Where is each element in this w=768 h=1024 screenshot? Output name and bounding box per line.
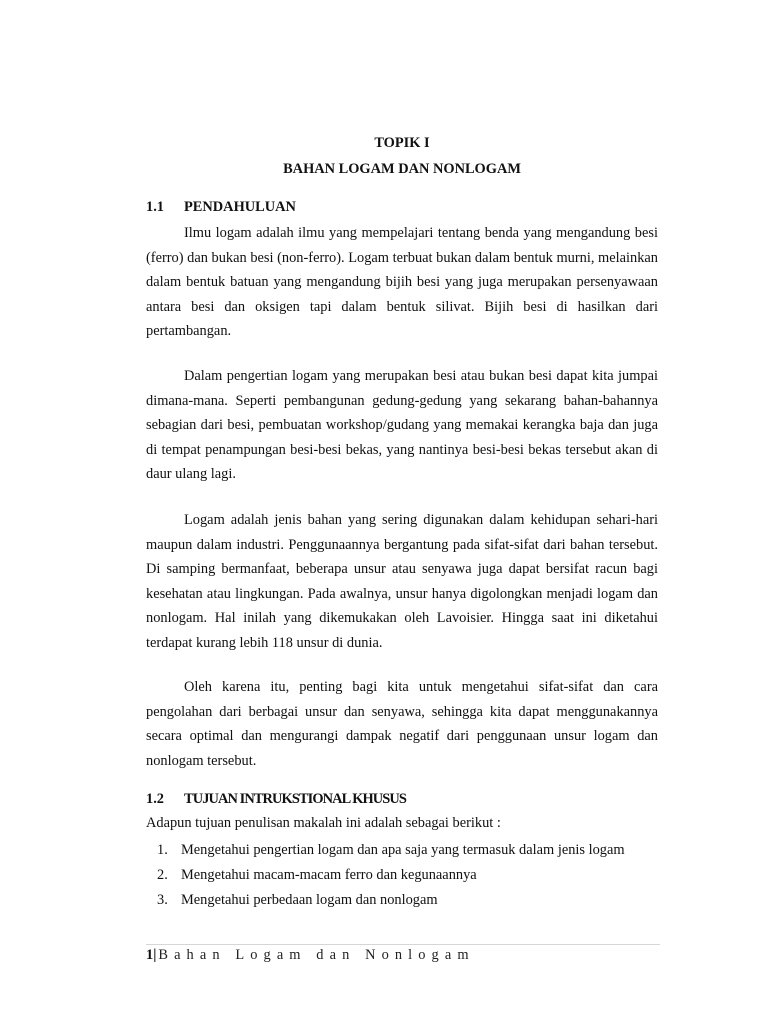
topic-heading: TOPIK I	[374, 135, 430, 151]
section-number: 1.2	[146, 791, 164, 807]
paragraph: Ilmu logam adalah ilmu yang mempelajari tentang benda yang mengandung besi (ferro) dan bukan besi (non-ferro). Logam terbuat bukan dalam bentuk murni, melainkan dalam bentuk batuan yang mengandung bijih besi yang juga merupakan persenyawaan antara besi dan oksigen tapi dalam bentuk silivat. Bijih besi di hasilkan dari pertambangan.	[146, 225, 658, 339]
page-footer	[146, 944, 475, 966]
list-intro: Adapun tujuan penulisan makalah ini adalah sebagai berikut :	[146, 815, 501, 831]
paragraph: Dalam pengertian logam yang merupakan besi atau bukan besi dapat kita jumpai dimana-mana. Seperti pembangunan gedung-gedung yang sekarang bahan-bahannya sebagian dari besi, pembuatan workshop/gudang yang memakai kerangka baja dan juga di tempat penampungan besi-besi bekas, yang nantinya besi-besi bekas tersebut akan di daur ulang lagi.	[146, 368, 658, 482]
section-title	[184, 791, 406, 808]
footer-separator: |	[153, 947, 157, 963]
paragraph: Oleh karena itu, penting bagi kita untuk mengetahui sifat-sifat dan cara pengolahan dari berbagai unsur dan senyawa, sehingga kita dapat menggunakannya secara optimal dan mengurangi dampak negatif dari penggunaan unsur logam dan nonlogam tersebut.	[146, 679, 658, 769]
page-number: 1	[146, 947, 154, 963]
list-item-text: Mengetahui perbedaan logam dan nonlogam	[181, 892, 438, 908]
paragraph: Logam adalah jenis bahan yang sering digunakan dalam kehidupan sehari-hari maupun dalam industri. Penggunaannya bergantung pada sifat-sifat dari bahan tersebut. Di samping bermanfaat, beberapa unsur atau senyawa juga dapat bersifat racun bagi kesehatan atau lingkungan. Pada awalnya, unsur hanya digolongkan menjadi logam dan nonlogam. Hal inilah yang dikemukakan oleh Lavoisier. Hingga saat ini diketahui terdapat kurang lebih 118 unsur di dunia.	[146, 512, 658, 651]
list-item-text: Mengetahui macam-macam ferro dan kegunaannya	[181, 867, 477, 883]
list-item-text: Mengetahui pengertian logam dan apa saja yang termasuk dalam jenis logam	[181, 842, 625, 858]
footer-title: Bahan Logam dan Nonlogam	[158, 947, 475, 963]
document-title: BAHAN LOGAM DAN NONLOGAM	[283, 161, 521, 177]
list-item-number: 1.	[157, 842, 168, 858]
section-number: 1.1	[146, 199, 164, 215]
list-item-number: 3.	[157, 892, 168, 908]
list-item-number: 2.	[157, 867, 168, 883]
section-title-text: TUJUAN INTRUKSTIONAL KHUSUS	[184, 791, 406, 807]
section-title: PENDAHULUAN	[184, 199, 296, 215]
